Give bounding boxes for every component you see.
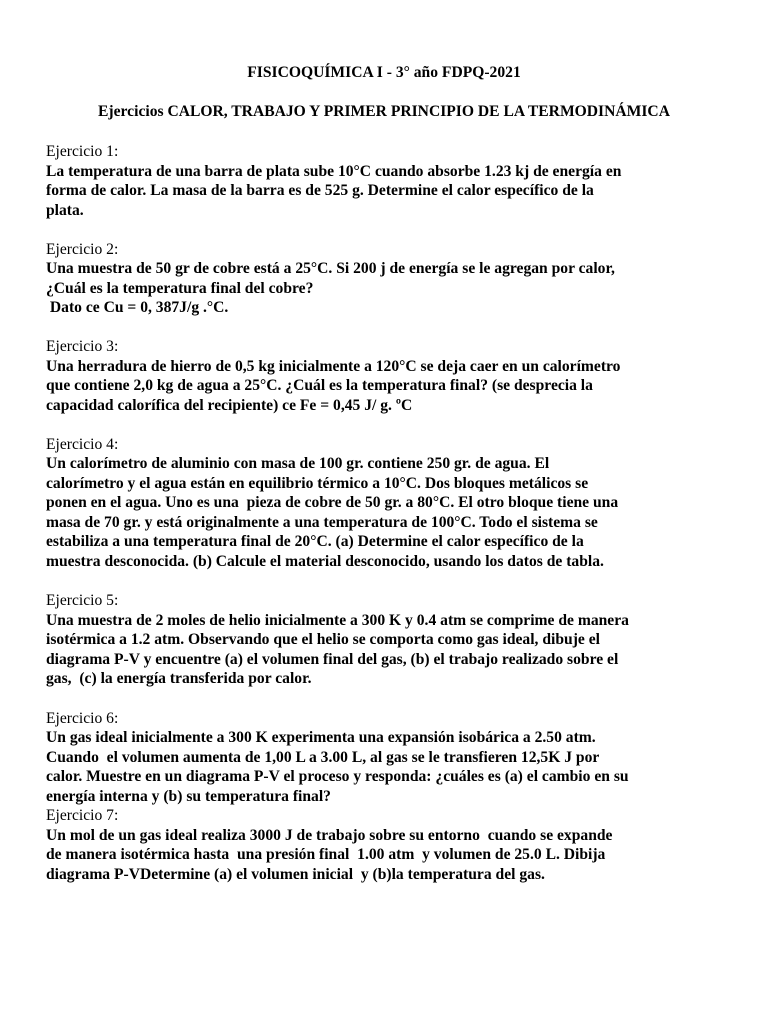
exercise-text-line: calor. Muestre en un diagrama P-V el proceso y responda: ¿cuáles es (a) el cambio en su [46, 768, 629, 785]
exercise-text-line: isotérmica a 1.2 atm. Observando que el helio se comporta como gas ideal, dibuje el [46, 631, 600, 648]
exercise-text-line: Un mol de un gas ideal realiza 3000 J de trabajo sobre su entorno cuando se expande [46, 827, 613, 844]
exercise-text-line: diagrama P-V y encuentre (a) el volumen final del gas, (b) el trabajo realizado sobre el [46, 651, 619, 668]
exercise-heading: Ejercicio 6: [46, 710, 119, 727]
exercise-heading: Ejercicio 1: [46, 143, 119, 160]
exercise-text-line: ¿Cuál es la temperatura final del cobre? [46, 280, 314, 297]
exercise-heading: Ejercicio 2: [46, 241, 119, 258]
exercise-text-line: gas, (c) la energía transferida por calor. [46, 670, 312, 687]
exercise-text-line: masa de 70 gr. y está originalmente a una temperatura de 100°C. Todo el sistema se [46, 514, 598, 531]
exercise-text-line: plata. [46, 202, 84, 219]
exercise-text-line: Una muestra de 50 gr de cobre está a 25°C. Si 200 j de energía se le agregan por calor, [46, 260, 615, 277]
exercise-text-line: La temperatura de una barra de plata sube 10°C cuando absorbe 1.23 kj de energía en [46, 163, 622, 180]
exercise-text-line: de manera isotérmica hasta una presión final 1.00 atm y volumen de 25.0 L. Dibija [46, 846, 606, 863]
exercise-text-line: calorímetro y el agua están en equilibrio térmico a 10°C. Dos bloques metálicos se [46, 475, 589, 492]
exercise-text-line: Dato ce Cu = 0, 387J/g .°C. [46, 299, 229, 316]
exercise-text-line: Una herradura de hierro de 0,5 kg inicialmente a 120°C se deja caer en un calorímetro [46, 358, 621, 375]
exercise-text-line: que contiene 2,0 kg de agua a 25°C. ¿Cuál es la temperatura final? (se desprecia la [46, 377, 593, 394]
exercise-text-line: forma de calor. La masa de la barra es de 525 g. Determine el calor específico de la [46, 182, 594, 199]
exercise-text-line: energía interna y (b) su temperatura final? [46, 788, 331, 805]
exercise-text-line: Cuando el volumen aumenta de 1,00 L a 3.00 L, al gas se le transfieren 12,5K J por [46, 749, 600, 766]
exercise-text-line: capacidad calorífica del recipiente) ce Fe = 0,45 J/ g. ºC [46, 397, 413, 414]
exercise-heading: Ejercicio 4: [46, 436, 119, 453]
exercise-text-line: Un calorímetro de aluminio con masa de 100 gr. contiene 250 gr. de agua. El [46, 455, 550, 472]
exercise-heading: Ejercicio 3: [46, 338, 119, 355]
exercise-heading: Ejercicio 7: [46, 807, 119, 824]
exercise-text-line: estabiliza a una temperatura final de 20°C. (a) Determine el calor específico de la [46, 533, 584, 550]
exercise-heading: Ejercicio 5: [46, 592, 119, 609]
document-subtitle: Ejercicios CALOR, TRABAJO Y PRIMER PRINCIPIO DE LA TERMODINÁMICA [98, 103, 670, 120]
exercise-text-line: diagrama P-VDetermine (a) el volumen inicial y (b)la temperatura del gas. [46, 866, 545, 883]
exercise-text-line: ponen en el agua. Uno es una pieza de cobre de 50 gr. a 80°C. El otro bloque tiene una [46, 494, 619, 511]
document-title: FISICOQUÍMICA I - 3° año FDPQ-2021 [247, 64, 521, 81]
exercise-text-line: Una muestra de 2 moles de helio inicialmente a 300 K y 0.4 atm se comprime de manera [46, 612, 629, 629]
exercise-text-line: Un gas ideal inicialmente a 300 K experimenta una expansión isobárica a 2.50 atm. [46, 729, 596, 746]
exercise-text-line: muestra desconocida. (b) Calcule el material desconocido, usando los datos de tabla. [46, 553, 604, 570]
